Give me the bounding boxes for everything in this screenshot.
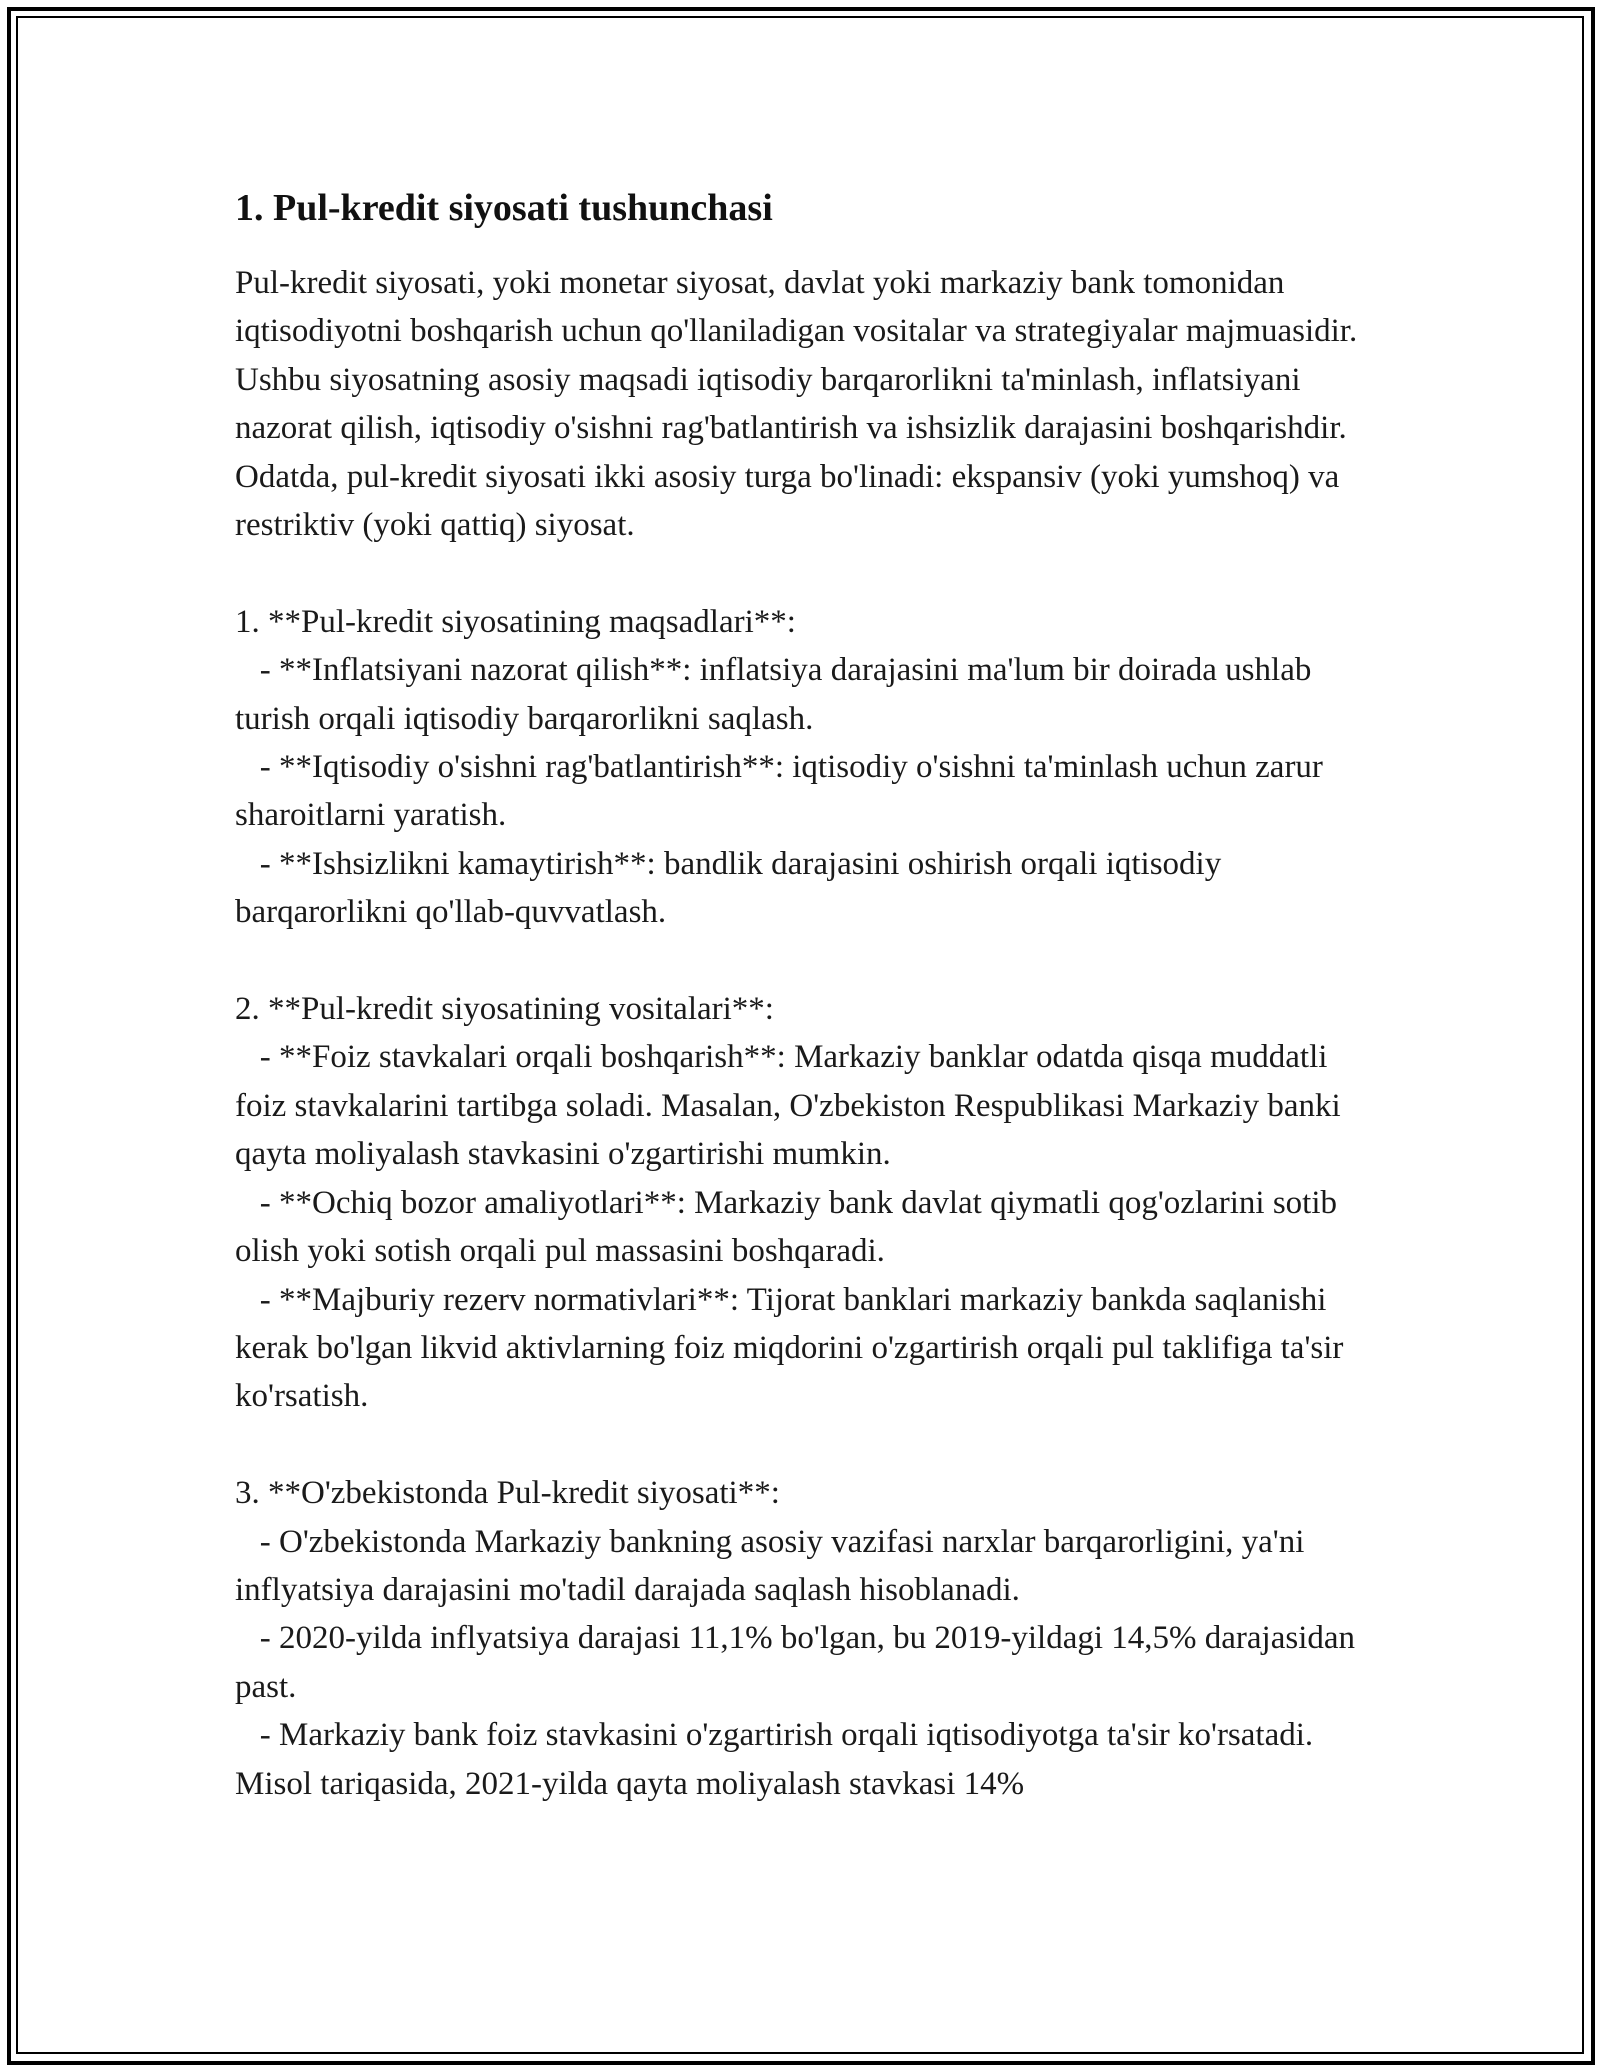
section-heading: 1. Pul-kredit siyosati tushunchasi [235,187,773,229]
tools-title: 2. **Pul-kredit siyosatining vositalari**: [235,991,774,1028]
document-page [235,186,1385,1808]
tools-item-interest-rates: - **Foiz stavkalari orqali boshqarish**: Markaziy banklar odatda qisqa muddatli foiz stavkalarini tartibga soladi. Masalan, O'zbekiston Respublikasi Markaziy banki qayta moliyalash stavkasini o'zgartirishi mumkin. [235,1039,1349,1173]
uzbekistan-item-rate-2021: - Markaziy bank foiz stavkasini o'zgartirish orqali iqtisodiyotga ta'sir ko'rsatadi. Misol tariqasida, 2021-yilda qayta moliyalash stavkasi 14% [235,1717,1322,1802]
uzbekistan-title: 3. **O'zbekistonda Pul-kredit siyosati**: [235,1475,780,1512]
goals-item-unemployment: - **Ishsizlikni kamaytirish**: bandlik darajasini oshirish orqali iqtisodiy barqarorlikni qo'llab-quvvatlash. [235,845,1230,931]
paragraph-spacer [235,549,1385,597]
tools-item-reserve-requirements: - **Majburiy rezerv normativlari**: Tijorat banklari markaziy bankda saqlanishi kerak bo'lgan likvid aktivlarning foiz miqdorini o'zgartirish orqali pul taklifiga ta'sir ko'rsatish. [235,1281,1352,1415]
goals-item-growth: - **Iqtisodiy o'sishni rag'batlantirish**: iqtisodiy o'sishni ta'minlash uchun zarur sharoitlarni yaratish. [235,749,1332,834]
tools-section [235,985,1385,1421]
uzbekistan-item-inflation-2020: - 2020-yilda inflyatsiya darajasi 11,1% bo'lgan, bu 2019-yildagi 14,5% darajasidan past. [235,1620,1364,1705]
uzbekistan-item-mandate: - O'zbekistonda Markaziy bankning asosiy vazifasi narxlar barqarorligini, ya'ni inflyatsiya darajasini mo'tadil darajada saqlash hisoblanadi. [235,1523,1313,1608]
tools-item-open-market: - **Ochiq bozor amaliyotlari**: Markaziy bank davlat qiymatli qog'ozlarini sotib olish yoki sotish orqali pul massasini boshqaradi. [235,1184,1346,1270]
paragraph-spacer [235,937,1385,985]
uzbekistan-section [235,1469,1385,1808]
goals-item-inflation: - **Inflatsiyani nazorat qilish**: inflatsiya darajasini ma'lum bir doirada ushlab turish orqali iqtisodiy barqarorlikni saqlash. [235,652,1320,737]
paragraph-spacer [235,1421,1385,1469]
goals-title: 1. **Pul-kredit siyosatining maqsadlari**: [235,603,796,640]
intro-paragraph: Pul-kredit siyosati, yoki monetar siyosat, davlat yoki markaziy bank tomonidan iqtisodiyotni boshqarish uchun qo'llaniladigan vositalar va strategiyalar majmuasidir. Ushbu siyosatning asosiy maqsadi iqtisodiy barqarorlikni ta'minlash, inflatsiyani nazorat qilish, iqtisodiy o'sishni rag'batlantirish va ishsizlik darajasini boshqarishdir. Odatda, pul-kredit siyosati ikki asosiy turga bo'linadi: ekspansiv (yoki yumshoq) va restriktiv (yoki qattiq) siyosat. [235,265,1366,544]
goals-section [235,598,1385,937]
